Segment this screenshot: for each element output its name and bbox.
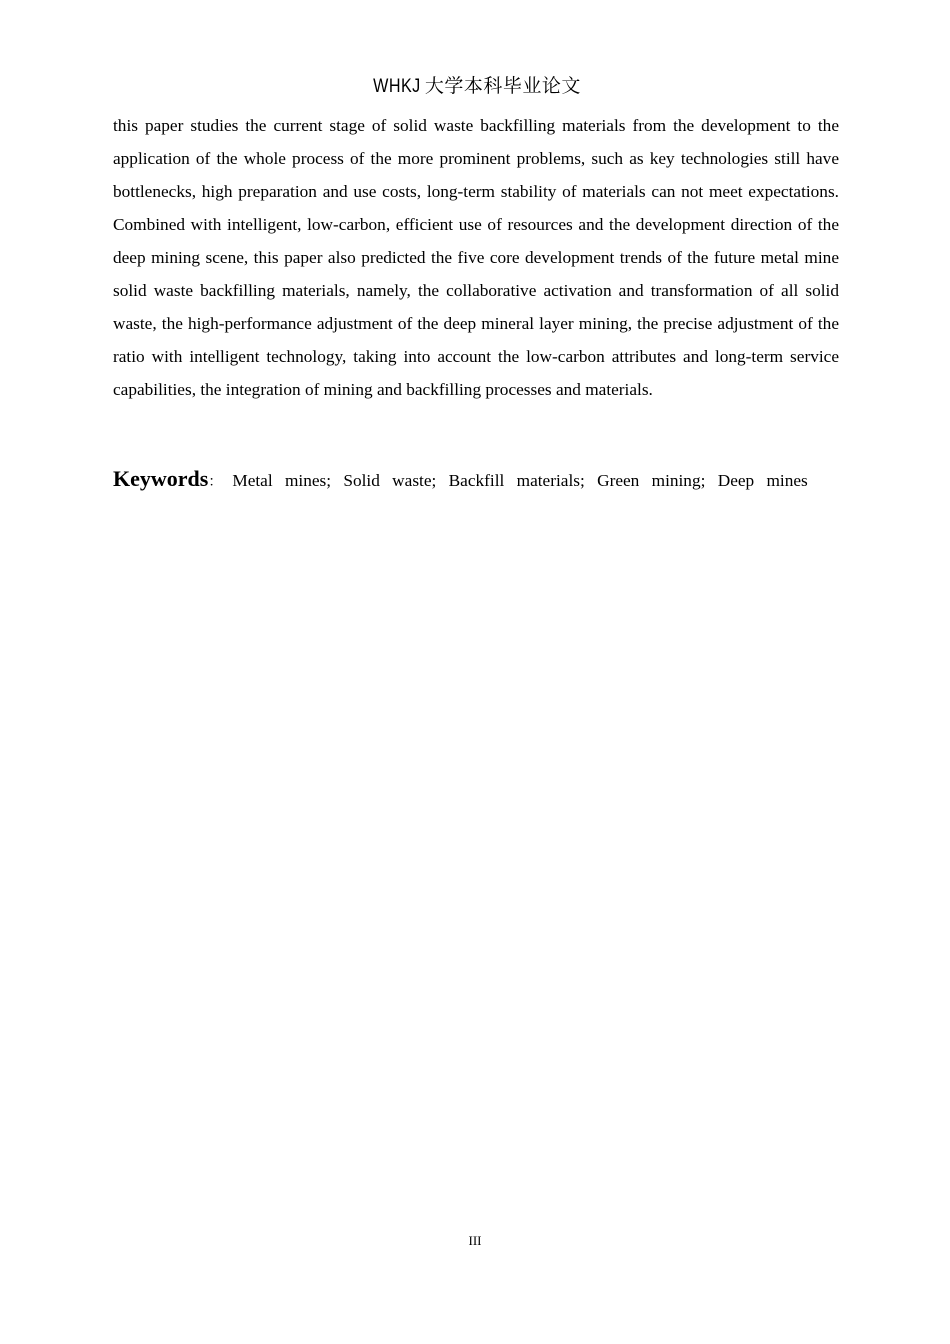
keywords-line [113,467,839,495]
keywords-list: Metal mines; Solid waste; Backfill materials; Green mining; Deep mines [232,471,808,490]
abstract-paragraph: this paper studies the current stage of solid waste backfilling materials from the development to the application of the whole process of the more prominent problems, such as key technologies still have bottlenecks, high preparation and use costs, long-term stability of materials can not meet expectations. Combined with intelligent, low-carbon, efficient use of resources and the development direction of the deep mining scene, this paper also predicted the five core development trends of the future metal mine solid waste backfilling materials, namely, the collaborative activation and transformation of all solid waste, the high-performance adjustment of the deep mineral layer mining, the precise adjustment of the ratio with intelligent technology, taking into account the low-carbon attributes and long-term service capabilities, the integration of mining and backfilling processes and materials. [113,116,839,399]
page-header [0,74,950,100]
header-title-latin: WHKJ [373,76,421,97]
keywords-colon: ： [208,475,223,490]
page-number: III [468,1233,482,1248]
header-title-cjk: 大学本科毕业论文 [424,76,581,97]
keywords-label: Keywords [113,466,209,491]
